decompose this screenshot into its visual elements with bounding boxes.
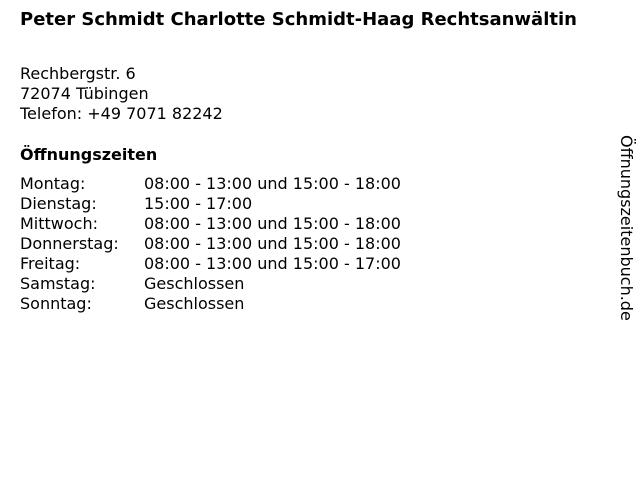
hours-time: Geschlossen bbox=[144, 274, 245, 293]
hours-day: Freitag: bbox=[20, 254, 81, 273]
hours-time: 08:00 - 13:00 und 15:00 - 18:00 bbox=[144, 174, 401, 193]
hours-row-thursday bbox=[20, 234, 401, 254]
hours-row-wednesday bbox=[20, 214, 401, 234]
hours-day: Samstag: bbox=[20, 274, 96, 293]
hours-row-tuesday bbox=[20, 194, 401, 214]
hours-table bbox=[20, 174, 401, 314]
hours-time: 08:00 - 13:00 und 15:00 - 18:00 bbox=[144, 214, 401, 233]
site-watermark: Öffnungszeitenbuch.de bbox=[617, 135, 636, 321]
hours-row-monday bbox=[20, 174, 401, 194]
hours-day: Mittwoch: bbox=[20, 214, 98, 233]
business-name: Peter Schmidt Charlotte Schmidt-Haag Rechtsanwältin bbox=[20, 9, 577, 30]
address-block bbox=[20, 64, 223, 124]
hours-day: Montag: bbox=[20, 174, 86, 193]
street-address: Rechbergstr. 6 bbox=[20, 64, 136, 83]
hours-time: 15:00 - 17:00 bbox=[144, 194, 253, 213]
hours-row-friday bbox=[20, 254, 401, 274]
hours-time: 08:00 - 13:00 und 15:00 - 17:00 bbox=[144, 254, 401, 273]
hours-heading: Öffnungszeiten bbox=[20, 145, 158, 164]
hours-time: Geschlossen bbox=[144, 294, 245, 313]
hours-row-saturday bbox=[20, 274, 401, 294]
city-postcode: 72074 Tübingen bbox=[20, 84, 149, 103]
hours-day: Dienstag: bbox=[20, 194, 97, 213]
hours-time: 08:00 - 13:00 und 15:00 - 18:00 bbox=[144, 234, 401, 253]
hours-day: Sonntag: bbox=[20, 294, 92, 313]
hours-row-sunday bbox=[20, 294, 401, 314]
phone-number: Telefon: +49 7071 82242 bbox=[20, 104, 223, 123]
hours-day: Donnerstag: bbox=[20, 234, 119, 253]
